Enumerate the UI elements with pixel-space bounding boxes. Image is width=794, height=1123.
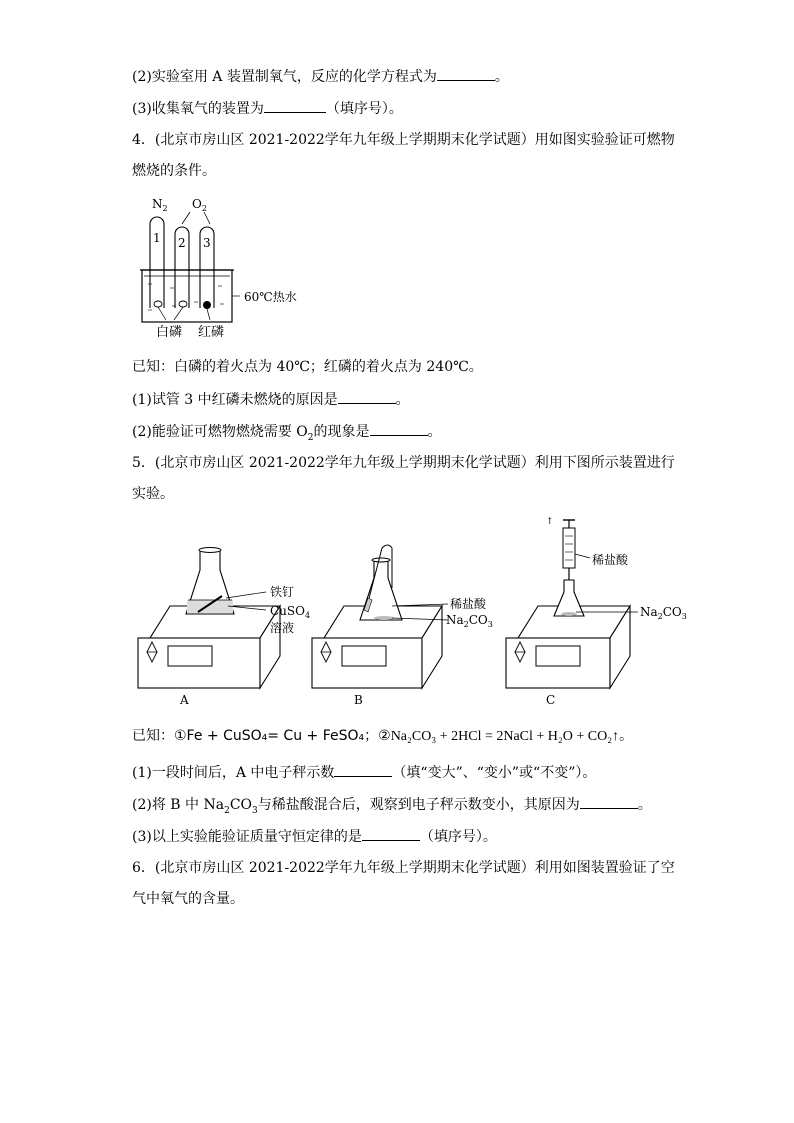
answer-blank[interactable] [437, 66, 495, 81]
scale-b [312, 545, 448, 688]
white-phosphorus-label: 白磷 [156, 325, 183, 340]
q5-part2: (2)将 B 中 $Na_2CO_3$与稀盐酸混合后，观察到电子秤示数变小，其原因为 。 [132, 794, 652, 821]
label-a: A [180, 693, 189, 707]
q4-known: 已知：白磷的着火点为 40℃；红磷的着火点为 240℃。 [132, 359, 483, 375]
beaker [142, 270, 232, 322]
n2-label: $N_2$ [152, 197, 168, 213]
q4-part2: (2)能验证可燃物燃烧需要 $O_2$的现象是 。 [132, 421, 442, 448]
answer-blank[interactable] [370, 421, 428, 436]
q6-stem-line2: 气中氧气的含量。 [132, 891, 244, 907]
svg-text:↑: ↑ [546, 517, 554, 527]
q5-part3: (3)以上实验能验证质量守恒定律的是 （填序号）。 [132, 826, 497, 847]
answer-blank[interactable] [362, 826, 420, 841]
q4-combustion-figure [132, 192, 372, 342]
q3-part3: (3)收集氧气的装置为 （填序号）。 [132, 98, 403, 119]
q6-stem-line1: 6．(北京市房山区 2021-2022学年九年级上学期期末化学试题）利用如图装置验证了空 [132, 860, 675, 876]
scale-a [138, 548, 280, 689]
answer-blank[interactable] [338, 389, 396, 404]
q5-stem-line2: 实验。 [132, 486, 174, 502]
white-phosphorus-2 [179, 301, 187, 307]
label-c: C [546, 693, 556, 707]
cuso4-label: CuSO$_4$ [270, 604, 311, 620]
q4-stem-line1: 4．(北京市房山区 2021-2022学年九年级上学期期末化学试题）用如图实验验证可燃物 [132, 132, 675, 148]
answer-blank[interactable] [580, 794, 638, 809]
answer-blank[interactable] [264, 98, 326, 113]
q4-stem-line2: 燃烧的条件。 [132, 163, 216, 179]
red-phosphorus-label: 红磷 [198, 325, 225, 340]
white-phosphorus-1 [154, 301, 162, 307]
q4-part1: (1)试管 3 中红磷未燃烧的原因是 。 [132, 389, 410, 410]
answer-blank[interactable] [334, 762, 392, 777]
svg-text:2: 2 [178, 236, 186, 250]
c-acid-label: 稀盐酸 [592, 553, 629, 567]
q5-known: 已知：①Fe + CuSO₄= Cu + FeSO₄；②Na₂CO₃ + 2HCl = 2NaCl + H₂O + CO₂↑。 [132, 728, 634, 744]
svg-text:1: 1 [153, 231, 161, 245]
red-phosphorus [203, 301, 211, 309]
b-na2co3-label: $Na_2CO_3$ [446, 613, 493, 629]
scale-c [506, 517, 638, 688]
solution-label: 溶液 [270, 621, 295, 635]
o2-label: $O_2$ [192, 197, 207, 213]
q5-part1: (1)一段时间后，A 中电子秤示数 （填“变大”、“变小”或“不变”）。 [132, 762, 596, 783]
q5-balance-figure [130, 518, 690, 718]
label-b: B [354, 693, 363, 707]
svg-text:3: 3 [203, 236, 211, 250]
hot-water-label: 60℃热水 [244, 290, 297, 304]
iron-nail-label: 铁钉 [270, 585, 295, 599]
b-acid-label: 稀盐酸 [450, 597, 487, 611]
q5-stem-line1: 5．(北京市房山区 2021-2022学年九年级上学期期末化学试题）利用下图所示装置进行 [132, 455, 675, 471]
c-na2co3-label: $Na_2CO_3$ [640, 605, 687, 621]
q3-part2: (2)实验室用 A 装置制氧气，反应的化学方程式为 。 [132, 66, 509, 87]
